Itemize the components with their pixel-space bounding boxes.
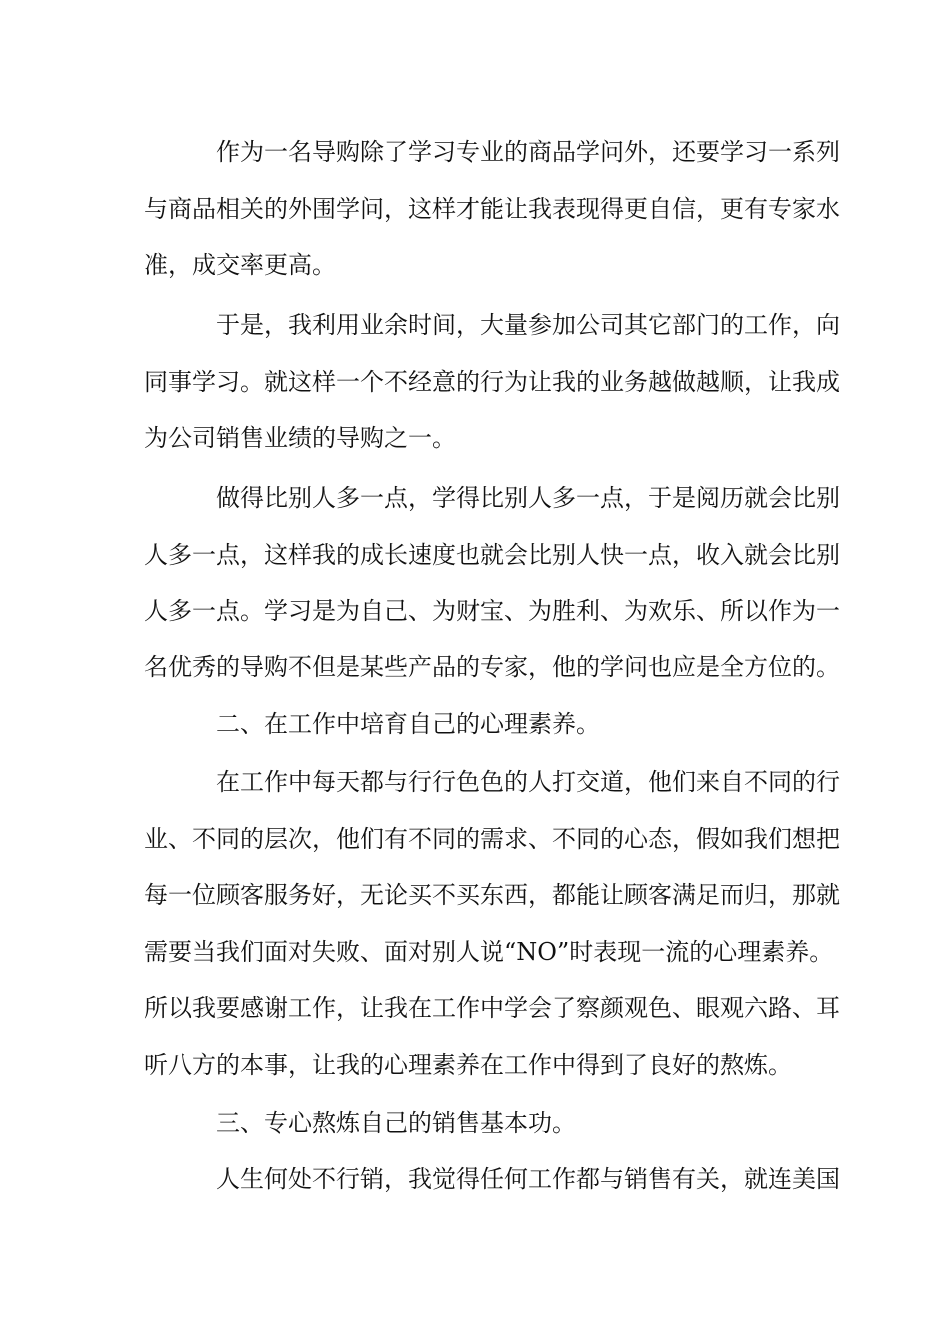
text-line: 每一位顾客服务好，无论买不买东西，都能让顾客满足而归，那就 [144,881,840,909]
text-line: 准，成交率更高。 [144,251,336,279]
text-line: 业、不同的层次，他们有不同的需求、不同的心态，假如我们想把 [144,825,840,853]
text-line: 听八方的本事，让我的心理素养在工作中得到了良好的熬炼。 [144,1051,792,1079]
text-line: 名优秀的导购不但是某些产品的专家，他的学问也应是全方位的。 [144,653,840,681]
text-line: 为公司销售业绩的导购之一。 [144,424,456,452]
text-line: 同事学习。就这样一个不经意的行为让我的业务越做越顺，让我成 [144,368,840,396]
section-heading: 二、在工作中培育自己的心理素养。 [216,710,600,738]
text-line: 人多一点。学习是为自己、为财宝、为胜利、为欢乐、所以作为一 [144,597,840,625]
text-line: 人多一点，这样我的成长速度也就会比别人快一点，收入就会比别 [144,541,840,569]
text-line: 与商品相关的外围学问，这样才能让我表现得更自信，更有专家水 [144,195,840,223]
text-line: 作为一名导购除了学习专业的商品学问外，还要学习一系列 [216,138,840,166]
section-heading: 三、专心熬炼自己的销售基本功。 [216,1109,576,1137]
text-line: 需要当我们面对失败、面对别人说“NO”时表现一流的心理素养。 [144,938,834,966]
text-line: 所以我要感谢工作，让我在工作中学会了察颜观色、眼观六路、耳 [144,994,840,1022]
text-line: 人生何处不行销，我觉得任何工作都与销售有关，就连美国 [216,1165,840,1193]
text-line: 在工作中每天都与行行色色的人打交道，他们来自不同的行 [216,768,840,796]
text-line: 做得比别人多一点，学得比别人多一点，于是阅历就会比别 [216,484,840,512]
text-line: 于是，我利用业余时间，大量参加公司其它部门的工作，向 [216,311,840,339]
